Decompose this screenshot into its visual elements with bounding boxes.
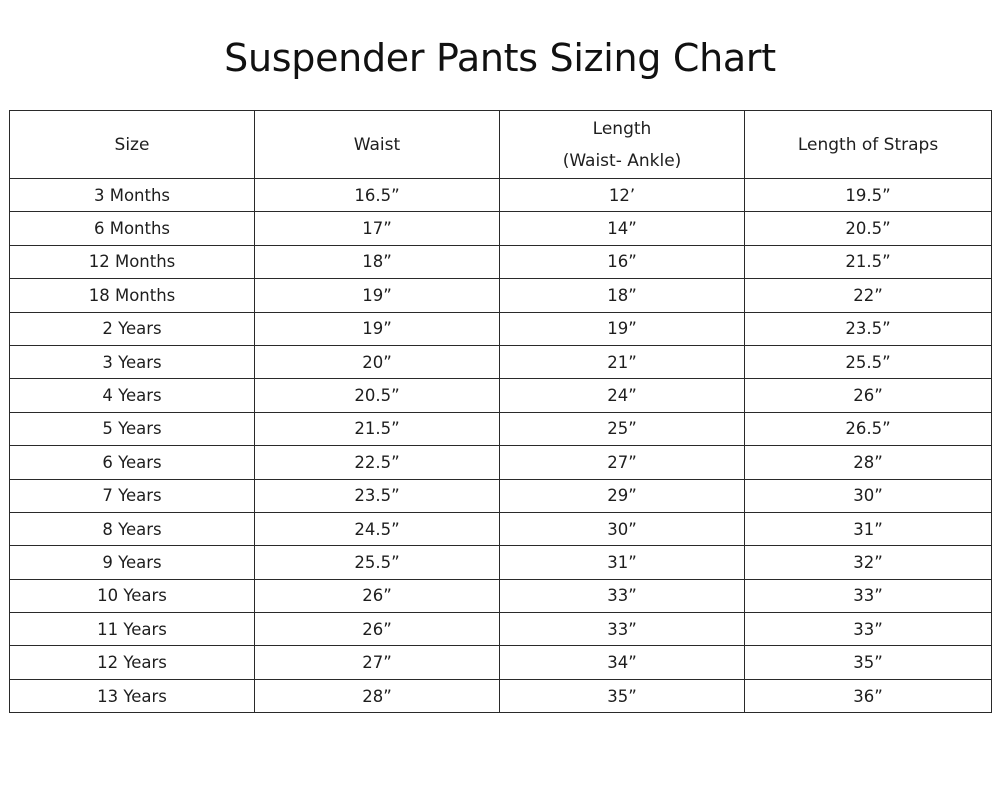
cell-size: 18 Months bbox=[10, 279, 255, 312]
cell-straps: 32” bbox=[745, 546, 992, 579]
cell-waist: 24.5” bbox=[255, 512, 500, 545]
table-row bbox=[10, 679, 992, 712]
cell-straps: 20.5” bbox=[745, 212, 992, 245]
cell-waist: 23.5” bbox=[255, 479, 500, 512]
cell-length: 35” bbox=[500, 679, 745, 712]
cell-length: 21” bbox=[500, 345, 745, 378]
cell-straps: 36” bbox=[745, 679, 992, 712]
header-size: Size bbox=[10, 111, 255, 179]
sizing-table bbox=[9, 110, 992, 713]
cell-length: 25” bbox=[500, 412, 745, 445]
cell-waist: 17” bbox=[255, 212, 500, 245]
table-body bbox=[10, 179, 992, 713]
cell-waist: 25.5” bbox=[255, 546, 500, 579]
cell-size: 3 Years bbox=[10, 345, 255, 378]
cell-straps: 26” bbox=[745, 379, 992, 412]
cell-size: 8 Years bbox=[10, 512, 255, 545]
table-row bbox=[10, 245, 992, 278]
cell-straps: 25.5” bbox=[745, 345, 992, 378]
cell-length: 12’ bbox=[500, 179, 745, 212]
cell-size: 2 Years bbox=[10, 312, 255, 345]
cell-waist: 22.5” bbox=[255, 446, 500, 479]
table-row bbox=[10, 512, 992, 545]
cell-size: 12 Months bbox=[10, 245, 255, 278]
cell-waist: 26” bbox=[255, 613, 500, 646]
cell-length: 33” bbox=[500, 613, 745, 646]
cell-waist: 19” bbox=[255, 279, 500, 312]
cell-length: 31” bbox=[500, 546, 745, 579]
table-row bbox=[10, 379, 992, 412]
table-row bbox=[10, 212, 992, 245]
page-title: Suspender Pants Sizing Chart bbox=[224, 36, 776, 80]
cell-length: 27” bbox=[500, 446, 745, 479]
cell-straps: 30” bbox=[745, 479, 992, 512]
cell-straps: 35” bbox=[745, 646, 992, 679]
cell-length: 19” bbox=[500, 312, 745, 345]
cell-length: 18” bbox=[500, 279, 745, 312]
cell-length: 33” bbox=[500, 579, 745, 612]
cell-waist: 27” bbox=[255, 646, 500, 679]
cell-straps: 26.5” bbox=[745, 412, 992, 445]
cell-size: 10 Years bbox=[10, 579, 255, 612]
cell-straps: 22” bbox=[745, 279, 992, 312]
cell-length: 34” bbox=[500, 646, 745, 679]
cell-length: 14” bbox=[500, 212, 745, 245]
table-row bbox=[10, 646, 992, 679]
cell-size: 6 Months bbox=[10, 212, 255, 245]
header-waist: Waist bbox=[255, 111, 500, 179]
header-straps: Length of Straps bbox=[745, 111, 992, 179]
table-row bbox=[10, 446, 992, 479]
table-row bbox=[10, 412, 992, 445]
cell-waist: 20” bbox=[255, 345, 500, 378]
cell-size: 11 Years bbox=[10, 613, 255, 646]
table-row bbox=[10, 613, 992, 646]
cell-straps: 23.5” bbox=[745, 312, 992, 345]
cell-size: 3 Months bbox=[10, 179, 255, 212]
table-row bbox=[10, 345, 992, 378]
cell-size: 9 Years bbox=[10, 546, 255, 579]
cell-size: 13 Years bbox=[10, 679, 255, 712]
cell-waist: 21.5” bbox=[255, 412, 500, 445]
cell-waist: 28” bbox=[255, 679, 500, 712]
table-row bbox=[10, 312, 992, 345]
cell-straps: 21.5” bbox=[745, 245, 992, 278]
header-length bbox=[500, 111, 745, 179]
header-row bbox=[10, 111, 992, 179]
table-row bbox=[10, 279, 992, 312]
header-length-title: Length bbox=[592, 118, 652, 139]
cell-waist: 19” bbox=[255, 312, 500, 345]
cell-length: 29” bbox=[500, 479, 745, 512]
table-row bbox=[10, 546, 992, 579]
cell-straps: 31” bbox=[745, 512, 992, 545]
cell-waist: 16.5” bbox=[255, 179, 500, 212]
cell-length: 30” bbox=[500, 512, 745, 545]
table-row bbox=[10, 579, 992, 612]
cell-straps: 19.5” bbox=[745, 179, 992, 212]
cell-straps: 33” bbox=[745, 613, 992, 646]
cell-size: 7 Years bbox=[10, 479, 255, 512]
cell-size: 4 Years bbox=[10, 379, 255, 412]
cell-waist: 18” bbox=[255, 245, 500, 278]
cell-waist: 20.5” bbox=[255, 379, 500, 412]
cell-length: 24” bbox=[500, 379, 745, 412]
cell-length: 16” bbox=[500, 245, 745, 278]
cell-size: 5 Years bbox=[10, 412, 255, 445]
table-header bbox=[10, 111, 992, 179]
cell-size: 6 Years bbox=[10, 446, 255, 479]
cell-straps: 33” bbox=[745, 579, 992, 612]
header-length-subtitle: (Waist- Ankle) bbox=[562, 150, 682, 171]
cell-straps: 28” bbox=[745, 446, 992, 479]
table-row bbox=[10, 179, 992, 212]
cell-size: 12 Years bbox=[10, 646, 255, 679]
cell-waist: 26” bbox=[255, 579, 500, 612]
table-row bbox=[10, 479, 992, 512]
